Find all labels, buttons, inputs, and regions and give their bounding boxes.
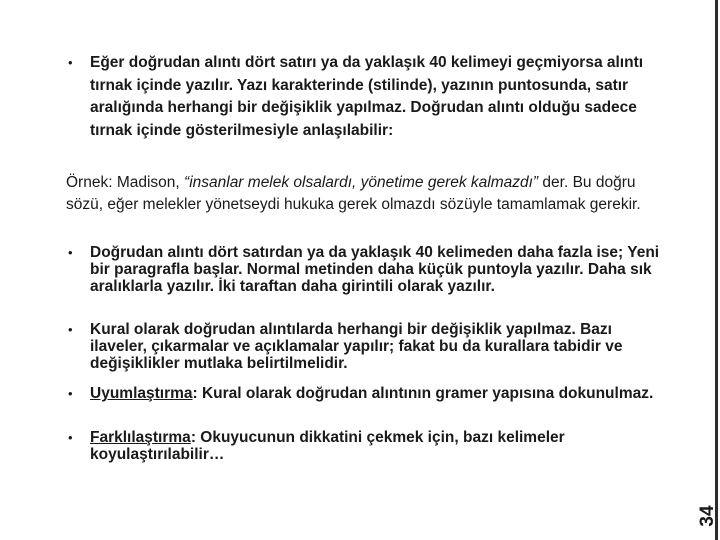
- example-quote: “insanlar melek olsalardı, yönetime gerek kalmazdı”: [184, 174, 539, 191]
- bullet-marker: •: [68, 322, 73, 337]
- bullet-marker: •: [68, 55, 73, 70]
- bullet-long-quote-text: Doğrudan alıntı dört satırdan ya da yaklaşık 40 kelimeden daha fazla ise; Yeni bir paragrafla başlar. Normal metinden daha küçük puntoyla yazılır. Daha sık aralıklarla yazılır. İki taraftan daha girintili olarak yazılır.: [90, 244, 660, 295]
- harmonization-description: : Kural olarak doğrudan alıntının gramer yapısına dokunulmaz.: [192, 385, 654, 402]
- example-suffix: der. Bu doğru sözü, eğer melekler yönetseydi hukuka gerek olmazdı sözüyle tamamlamak gerekir.: [66, 174, 641, 213]
- bullet-harmonization-text: [90, 386, 668, 403]
- bullet-differentiation-text: [90, 430, 668, 464]
- term-harmonization: Uyumlaştırma: [90, 385, 193, 402]
- bullet-marker: •: [68, 386, 73, 401]
- example-prefix: Örnek: Madison,: [66, 174, 185, 191]
- bullet-marker: •: [68, 430, 73, 445]
- term-differentiation: Farklılaştırma: [90, 429, 191, 446]
- bullet-no-change-rule: [68, 322, 668, 372]
- bullet-harmonization: [68, 386, 668, 403]
- example-paragraph: [66, 172, 666, 215]
- page-number: 34: [697, 505, 718, 527]
- bullet-marker: •: [68, 245, 73, 260]
- bullet-differentiation: [68, 430, 668, 464]
- bullet-paragraph-short-quote: [68, 52, 668, 142]
- right-edge-bar: [715, 0, 718, 540]
- bullet-long-quote: [68, 245, 668, 295]
- differentiation-description: : Okuyucunun dikkatini çekmek için, bazı kelimeler koyulaştırılabilir…: [90, 429, 565, 463]
- bullet-no-change-rule-text: Kural olarak doğrudan alıntılarda herhangi bir değişiklik yapılmaz. Bazı ilaveler, çıkarmalar ve açıklamalar yapılır; fakat bu da kurallara tabidir ve değişiklikler mutlaka belirtilmelidir.: [90, 321, 623, 372]
- paragraph-short-quote-text: Eğer doğrudan alıntı dört satırı ya da yaklaşık 40 kelimeyi geçmiyorsa alıntı tırnak içinde yazılır. Yazı karakterinde (stilinde), yazının puntosunda, satır aralığında herhangi bir değişiklik yapılmaz. Doğrudan alıntı olduğu sadece tırnak içinde gösterilmesiyle anlaşılabilir:: [90, 54, 644, 139]
